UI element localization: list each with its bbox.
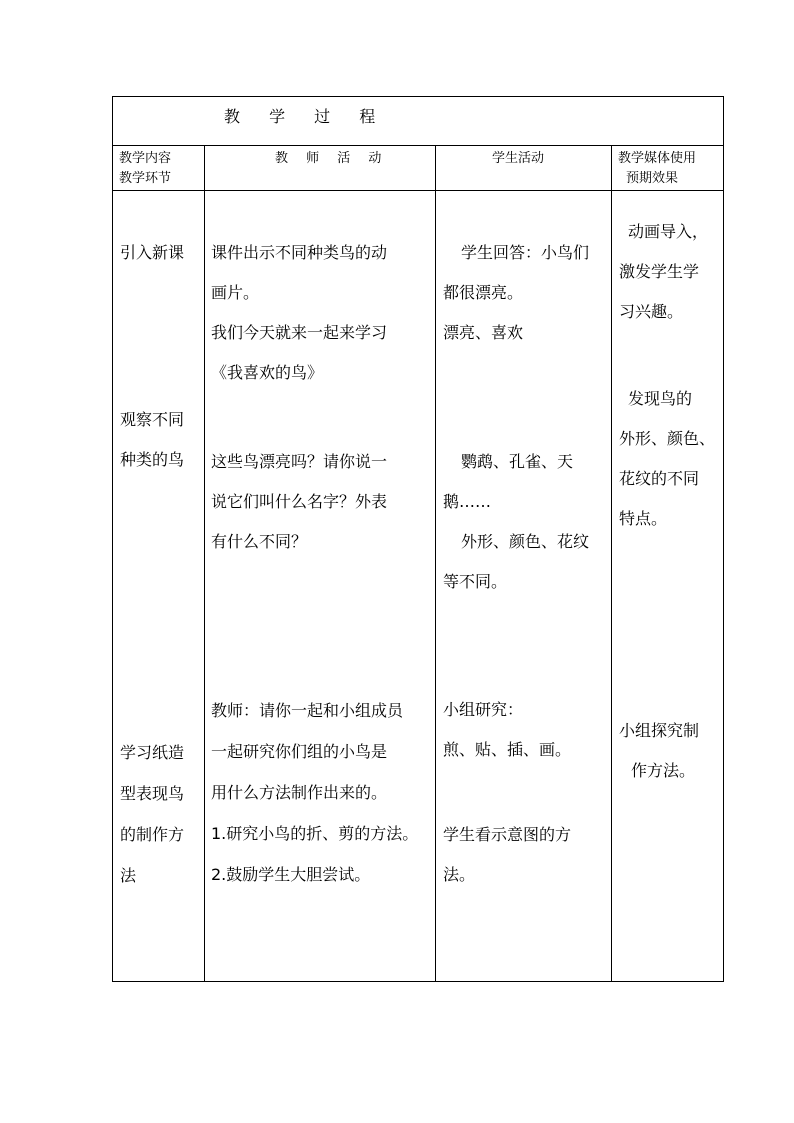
- content-line: 的制作方: [120, 825, 185, 844]
- text-line: 1.研究小鸟的折、剪的方法。: [211, 824, 419, 843]
- text-line: 习兴趣。: [619, 302, 684, 321]
- text-line: 小组探究制: [619, 721, 700, 740]
- text-line: 学生回答：小鸟们: [461, 243, 590, 262]
- content-line: 学习纸造: [120, 743, 185, 762]
- column-divider: [611, 145, 612, 982]
- text-line: 一起研究你们组的小鸟是: [211, 742, 388, 761]
- student-activity-block-3: [443, 690, 571, 770]
- media-effect-block-1: [619, 212, 708, 332]
- text-line: 作方法。: [631, 761, 696, 780]
- header-content-label: 教学内容: [119, 151, 172, 166]
- header-teacher-activity: 教 师 活 动: [275, 151, 389, 166]
- text-line: 花纹的不同: [619, 469, 700, 488]
- content-cell-observe: [120, 400, 184, 480]
- text-line: 2.鼓励学生大胆尝试。: [211, 865, 371, 884]
- header-media-use: 教学媒体使用: [618, 151, 697, 166]
- text-line: 用什么方法制作出来的。: [211, 783, 388, 802]
- student-activity-block-2: [443, 442, 589, 602]
- text-line: 学生看示意图的方: [443, 825, 572, 844]
- text-line: 有什么不同？: [211, 532, 308, 551]
- text-line: 等不同。: [443, 572, 508, 591]
- text-line: 煎、贴、插、画。: [443, 740, 572, 759]
- content-cell-intro: [120, 233, 184, 273]
- text-line: 说它们叫什么名字？外表: [211, 492, 388, 511]
- column-divider: [435, 145, 436, 982]
- text-line: 动画导入，: [628, 222, 709, 241]
- content-cell-paper-craft: [120, 732, 184, 896]
- text-line: 鹦鹉、孔雀、天: [461, 452, 574, 471]
- text-line: 特点。: [619, 509, 668, 528]
- text-line: 激发学生学: [619, 262, 700, 281]
- teacher-activity-block-3: [211, 690, 418, 895]
- text-line: 鹅……: [443, 492, 492, 511]
- media-effect-block-2: [619, 379, 715, 539]
- header-student-activity: 学生活动: [492, 151, 545, 166]
- header-expected-effect: 预期效果: [626, 171, 679, 186]
- text-line: 课件出示不同种类鸟的动: [211, 243, 388, 262]
- student-activity-block-1: [443, 233, 589, 353]
- text-line: 外形、颜色、花纹: [461, 532, 590, 551]
- text-line: 《我喜欢的鸟》: [211, 363, 324, 382]
- section-title: 教 学 过 程: [224, 107, 388, 126]
- header-stage-label: 教学环节: [119, 171, 172, 186]
- text-line: 都很漂亮。: [443, 283, 524, 302]
- column-divider: [204, 145, 205, 982]
- teacher-activity-block-2: [211, 442, 387, 562]
- text-line: 法。: [443, 865, 476, 884]
- content-line: 种类的鸟: [120, 450, 185, 469]
- text-line: 画片。: [211, 283, 260, 302]
- content-line: 观察不同: [120, 410, 185, 429]
- text-line: 教师：请你一起和小组成员: [211, 701, 404, 720]
- text-line: 这些鸟漂亮吗？请你说一: [211, 452, 388, 471]
- teacher-activity-block-1: [211, 233, 387, 393]
- student-activity-block-4: [443, 815, 571, 895]
- content-line: 型表现鸟: [120, 784, 185, 803]
- text-line: 外形、颜色、: [619, 429, 716, 448]
- text-line: 小组研究：: [443, 700, 524, 719]
- content-line: 引入新课: [120, 243, 185, 262]
- text-line: 发现鸟的: [628, 389, 693, 408]
- text-line: 我们今天就来一起来学习: [211, 323, 388, 342]
- content-line: 法: [120, 866, 137, 885]
- text-line: 漂亮、喜欢: [443, 323, 524, 342]
- media-effect-block-3: [619, 711, 699, 791]
